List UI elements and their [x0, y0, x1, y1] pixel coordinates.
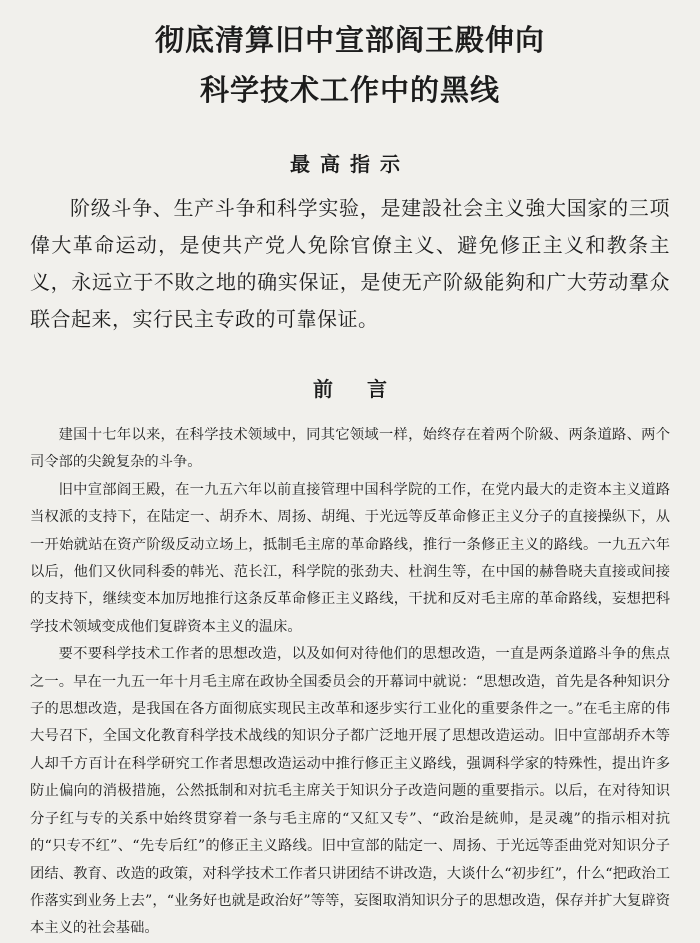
- preface-paragraph: 旧中宣部阎王殿，在一九五六年以前直接管理中国科学院的工作，在党内最大的走资本主义道路当权派的支持下，在陆定一、胡乔木、周扬、胡绳、于光远等反革命修正主义分子的直接操纵下，从一开始就站在资产阶级反动立场上，抵制毛主席的革命路线，推行一条修正主义的路线。一九五六年以后，他们又伙同科委的韩光、范长江，科学院的张劲夫、杜润生等，在中国的赫鲁晓夫直接或间接的支持下，继续变本加厉地推行这条反革命修正主义路线，干扰和反对毛主席的革命路线，妄想把科学技术领域变成他们复辟资本主义的温床。: [30, 481, 670, 635]
- preface-paragraph: 建国十七年以来，在科学技术领域中，同其它领域一样，始终存在着两个阶級、两条道路、两个司令部的尖銳复杂的斗争。: [30, 427, 670, 471]
- directive-heading: 最高指示: [290, 152, 410, 176]
- preface-heading: 前言: [313, 377, 421, 401]
- page-title-line-1: 彻底清算旧中宣部阎王殿伸向: [154, 23, 545, 57]
- directive-quote: 阶级斗争、生产斗争和科学实验，是建設社会主义強大国家的三项偉大革命运动，是使共产党人免除官僚主义、避免修正主义和教条主义，永远立于不敗之地的确实保证，是使无产阶級能夠和广大劳动羣众联合起来，实行民主专政的可靠保证。: [30, 196, 670, 331]
- preface-paragraph: 要不要科学技术工作者的思想改造，以及如何对待他们的思想改造，一直是两条道路斗争的焦点之一。早在一九五一年十月毛主席在政协全国委员会的开幕词中就说：“思想改造，首先是各种知识分子的思想改造，是我国在各方面彻底实现民主改革和逐步实行工业化的重要条件之一。”在毛主席的伟大号召下，全国文化教育科学技术战线的知识分子都广泛地开展了思想改造运动。旧中宣部胡乔木等人却千方百计在科学研究工作者思想改造运动中推行修正主义路线，强调科学家的特殊性，提出许多防止偏向的消极措施，公然抵制和对抗毛主席关于知识分子改造问题的重要指示。以后，在对待知识分子红与专的关系中始终贯穿着一条与毛主席的“又紅又专”、“政治是統帅，是灵魂”的指示相对抗的“只专不红”、“先专后红”的修正主义路线。旧中宣部的陆定一、周扬、于光远等歪曲党对知识分子团结、教育、改造的政策，对科学技术工作者只讲团结不讲改造，大谈什么“初步红”，什么“把政治工作落实到业务上去”，“业务好也就是政治好”等等，妄图取消知识分子的思想改造，保存并扩大复辟资本主义的社会基础。: [30, 646, 670, 937]
- page-title-line-2: 科学技术工作中的黑线: [199, 73, 500, 107]
- preface-body: [30, 422, 670, 943]
